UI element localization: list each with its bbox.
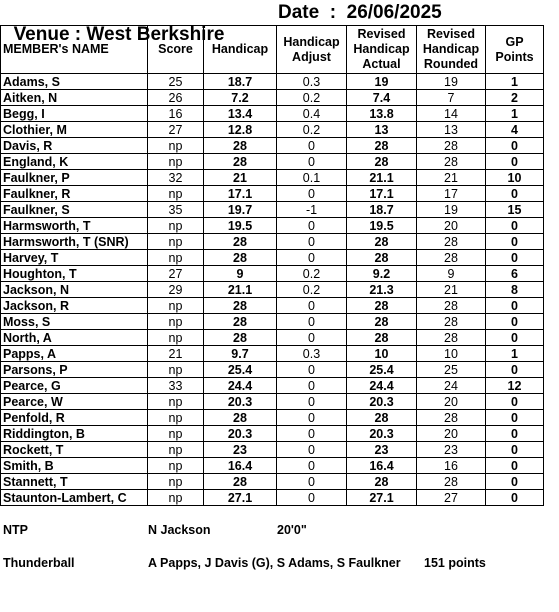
- handicap-adjust-cell: 0: [277, 426, 347, 442]
- revised-actual-cell: 18.7: [347, 202, 417, 218]
- revised-actual-cell: 25.4: [347, 362, 417, 378]
- revised-actual-cell: 20.3: [347, 426, 417, 442]
- handicap-cell: 21: [204, 170, 277, 186]
- gp-points-cell: 1: [486, 346, 544, 362]
- revised-actual-cell: 28: [347, 234, 417, 250]
- table-row: [1, 234, 544, 250]
- handicap-cell: 17.1: [204, 186, 277, 202]
- revised-rounded-cell: 20: [417, 426, 486, 442]
- handicap-adjust-cell: 0.2: [277, 122, 347, 138]
- score-cell: 35: [148, 202, 204, 218]
- table-row: [1, 474, 544, 490]
- member-name-cell: Pearce, G: [1, 378, 148, 394]
- handicap-cell: 18.7: [204, 74, 277, 90]
- score-cell: 27: [148, 266, 204, 282]
- column-header-handicap: Handicap: [204, 26, 277, 74]
- gp-points-cell: 0: [486, 298, 544, 314]
- revised-actual-cell: 7.4: [347, 90, 417, 106]
- revised-rounded-cell: 9: [417, 266, 486, 282]
- revised-rounded-cell: 23: [417, 442, 486, 458]
- revised-rounded-cell: 14: [417, 106, 486, 122]
- revised-actual-cell: 28: [347, 138, 417, 154]
- date-title: Date : 26/06/2025: [278, 2, 442, 23]
- revised-actual-cell: 10: [347, 346, 417, 362]
- handicap-adjust-cell: 0: [277, 394, 347, 410]
- revised-actual-cell: 19: [347, 74, 417, 90]
- revised-rounded-cell: 28: [417, 250, 486, 266]
- handicap-cell: 24.4: [204, 378, 277, 394]
- handicap-cell: 19.5: [204, 218, 277, 234]
- gp-points-cell: 0: [486, 250, 544, 266]
- member-name-cell: Jackson, R: [1, 298, 148, 314]
- member-name-cell: Parsons, P: [1, 362, 148, 378]
- member-name-cell: Papps, A: [1, 346, 148, 362]
- table-row: [1, 170, 544, 186]
- revised-rounded-cell: 19: [417, 74, 486, 90]
- handicap-cell: 16.4: [204, 458, 277, 474]
- revised-actual-cell: 28: [347, 330, 417, 346]
- revised-rounded-cell: 20: [417, 394, 486, 410]
- score-cell: np: [148, 186, 204, 202]
- column-header-gp-points: GP Points: [486, 26, 544, 74]
- gp-points-cell: 6: [486, 266, 544, 282]
- gp-points-cell: 0: [486, 154, 544, 170]
- revised-rounded-cell: 28: [417, 314, 486, 330]
- member-name-cell: Harmsworth, T (SNR): [1, 234, 148, 250]
- gp-points-cell: 1: [486, 74, 544, 90]
- thunderball-row: [3, 556, 486, 612]
- score-cell: np: [148, 330, 204, 346]
- handicap-cell: 12.8: [204, 122, 277, 138]
- score-cell: 16: [148, 106, 204, 122]
- gp-points-cell: 0: [486, 410, 544, 426]
- handicap-adjust-cell: 0: [277, 458, 347, 474]
- handicap-cell: 28: [204, 154, 277, 170]
- table-row: [1, 138, 544, 154]
- handicap-adjust-cell: 0.3: [277, 74, 347, 90]
- handicap-cell: 7.2: [204, 90, 277, 106]
- handicap-cell: 28: [204, 410, 277, 426]
- member-name-cell: North, A: [1, 330, 148, 346]
- ntp-label: NTP: [3, 523, 28, 537]
- score-cell: np: [148, 218, 204, 234]
- table-row: [1, 186, 544, 202]
- handicap-adjust-cell: -1: [277, 202, 347, 218]
- table-row: [1, 410, 544, 426]
- table-row: [1, 458, 544, 474]
- score-cell: np: [148, 458, 204, 474]
- handicap-cell: 19.7: [204, 202, 277, 218]
- handicap-cell: 28: [204, 138, 277, 154]
- gp-points-cell: 0: [486, 138, 544, 154]
- member-name-cell: Davis, R: [1, 138, 148, 154]
- revised-rounded-cell: 16: [417, 458, 486, 474]
- table-row: [1, 378, 544, 394]
- column-header-handicap-adjust: Handicap Adjust: [277, 26, 347, 74]
- member-name-cell: Penfold, R: [1, 410, 148, 426]
- handicap-adjust-cell: 0.1: [277, 170, 347, 186]
- revised-actual-cell: 13: [347, 122, 417, 138]
- table-row: [1, 490, 544, 506]
- handicap-adjust-cell: 0: [277, 138, 347, 154]
- member-name-cell: Clothier, M: [1, 122, 148, 138]
- table-row: [1, 106, 544, 122]
- handicap-cell: 9: [204, 266, 277, 282]
- revised-actual-cell: 28: [347, 410, 417, 426]
- revised-actual-cell: 28: [347, 298, 417, 314]
- handicap-adjust-cell: 0: [277, 298, 347, 314]
- score-cell: 33: [148, 378, 204, 394]
- revised-rounded-cell: 28: [417, 410, 486, 426]
- revised-actual-cell: 19.5: [347, 218, 417, 234]
- handicap-cell: 9.7: [204, 346, 277, 362]
- score-cell: 27: [148, 122, 204, 138]
- gp-points-cell: 10: [486, 170, 544, 186]
- handicap-adjust-cell: 0: [277, 186, 347, 202]
- ntp-name: N Jackson: [148, 523, 211, 537]
- table-row: [1, 362, 544, 378]
- revised-rounded-cell: 10: [417, 346, 486, 362]
- gp-points-cell: 0: [486, 458, 544, 474]
- revised-rounded-cell: 13: [417, 122, 486, 138]
- member-name-cell: England, K: [1, 154, 148, 170]
- score-cell: np: [148, 234, 204, 250]
- revised-rounded-cell: 19: [417, 202, 486, 218]
- column-header-revised-actual: Revised Handicap Actual: [347, 26, 417, 74]
- handicap-adjust-cell: 0: [277, 250, 347, 266]
- table-row: [1, 122, 544, 138]
- gp-points-cell: 2: [486, 90, 544, 106]
- handicap-adjust-cell: 0: [277, 314, 347, 330]
- handicap-adjust-cell: 0.4: [277, 106, 347, 122]
- handicap-adjust-cell: 0: [277, 474, 347, 490]
- member-name-cell: Houghton, T: [1, 266, 148, 282]
- handicap-cell: 25.4: [204, 362, 277, 378]
- member-name-cell: Aitken, N: [1, 90, 148, 106]
- gp-points-cell: 0: [486, 330, 544, 346]
- handicap-cell: 28: [204, 298, 277, 314]
- revised-rounded-cell: 20: [417, 218, 486, 234]
- score-cell: np: [148, 442, 204, 458]
- revised-actual-cell: 9.2: [347, 266, 417, 282]
- member-name-cell: Pearce, W: [1, 394, 148, 410]
- table-header-row: [1, 26, 544, 74]
- revised-actual-cell: 21.1: [347, 170, 417, 186]
- member-name-cell: Harvey, T: [1, 250, 148, 266]
- gp-points-cell: 1: [486, 106, 544, 122]
- gp-points-cell: 0: [486, 314, 544, 330]
- member-name-cell: Riddington, B: [1, 426, 148, 442]
- revised-actual-cell: 23: [347, 442, 417, 458]
- revised-actual-cell: 24.4: [347, 378, 417, 394]
- score-cell: np: [148, 410, 204, 426]
- gp-points-cell: 15: [486, 202, 544, 218]
- score-cell: 26: [148, 90, 204, 106]
- revised-rounded-cell: 21: [417, 282, 486, 298]
- revised-actual-cell: 20.3: [347, 394, 417, 410]
- revised-rounded-cell: 24: [417, 378, 486, 394]
- table-row: [1, 394, 544, 410]
- handicap-cell: 28: [204, 314, 277, 330]
- table-row: [1, 346, 544, 362]
- handicap-cell: 21.1: [204, 282, 277, 298]
- handicap-adjust-cell: 0.3: [277, 346, 347, 362]
- score-cell: np: [148, 154, 204, 170]
- table-row: [1, 218, 544, 234]
- gp-points-cell: 8: [486, 282, 544, 298]
- member-name-cell: Smith, B: [1, 458, 148, 474]
- member-name-cell: Staunton-Lambert, C: [1, 490, 148, 506]
- results-table: [0, 25, 544, 506]
- score-cell: np: [148, 394, 204, 410]
- score-cell: 32: [148, 170, 204, 186]
- handicap-cell: 20.3: [204, 426, 277, 442]
- revised-rounded-cell: 28: [417, 138, 486, 154]
- table-row: [1, 202, 544, 218]
- handicap-adjust-cell: 0: [277, 490, 347, 506]
- score-cell: np: [148, 250, 204, 266]
- revised-actual-cell: 28: [347, 314, 417, 330]
- handicap-adjust-cell: 0.2: [277, 90, 347, 106]
- revised-rounded-cell: 17: [417, 186, 486, 202]
- handicap-adjust-cell: 0: [277, 330, 347, 346]
- score-cell: np: [148, 474, 204, 490]
- venue-title: Venue : West Berkshire: [13, 24, 225, 45]
- score-cell: 21: [148, 346, 204, 362]
- handicap-adjust-cell: 0.2: [277, 282, 347, 298]
- revised-actual-cell: 21.3: [347, 282, 417, 298]
- gp-points-cell: 0: [486, 394, 544, 410]
- table-row: [1, 74, 544, 90]
- handicap-cell: 28: [204, 474, 277, 490]
- revised-actual-cell: 28: [347, 250, 417, 266]
- member-name-cell: Moss, S: [1, 314, 148, 330]
- table-row: [1, 90, 544, 106]
- gp-points-cell: 0: [486, 234, 544, 250]
- member-name-cell: Begg, I: [1, 106, 148, 122]
- column-header-score: Score: [148, 26, 204, 74]
- thunderball-label: Thunderball: [3, 556, 75, 570]
- table-row: [1, 330, 544, 346]
- member-name-cell: Stannett, T: [1, 474, 148, 490]
- revised-rounded-cell: 21: [417, 170, 486, 186]
- revised-rounded-cell: 28: [417, 474, 486, 490]
- revised-rounded-cell: 28: [417, 234, 486, 250]
- handicap-adjust-cell: 0: [277, 442, 347, 458]
- ntp-distance: 20'0": [277, 523, 307, 537]
- revised-actual-cell: 13.8: [347, 106, 417, 122]
- score-cell: np: [148, 426, 204, 442]
- member-name-cell: Faulkner, P: [1, 170, 148, 186]
- handicap-adjust-cell: 0: [277, 154, 347, 170]
- gp-points-cell: 0: [486, 442, 544, 458]
- column-header-revised-rounded: Revised Handicap Rounded: [417, 26, 486, 74]
- member-name-cell: Rockett, T: [1, 442, 148, 458]
- member-name-cell: Adams, S: [1, 74, 148, 90]
- member-name-cell: Faulkner, S: [1, 202, 148, 218]
- score-cell: np: [148, 362, 204, 378]
- score-cell: np: [148, 490, 204, 506]
- gp-points-cell: 12: [486, 378, 544, 394]
- handicap-cell: 27.1: [204, 490, 277, 506]
- revised-actual-cell: 28: [347, 154, 417, 170]
- revised-rounded-cell: 28: [417, 298, 486, 314]
- revised-rounded-cell: 25: [417, 362, 486, 378]
- revised-actual-cell: 27.1: [347, 490, 417, 506]
- handicap-cell: 20.3: [204, 394, 277, 410]
- gp-points-cell: 0: [486, 362, 544, 378]
- handicap-adjust-cell: 0: [277, 362, 347, 378]
- handicap-adjust-cell: 0: [277, 218, 347, 234]
- table-body: [1, 74, 544, 506]
- revised-rounded-cell: 27: [417, 490, 486, 506]
- table-row: [1, 442, 544, 458]
- table-row: [1, 298, 544, 314]
- thunderball-names: A Papps, J Davis (G), S Adams, S Faulkner: [148, 556, 401, 570]
- handicap-adjust-cell: 0: [277, 234, 347, 250]
- table-row: [1, 314, 544, 330]
- gp-points-cell: 0: [486, 490, 544, 506]
- gp-points-cell: 0: [486, 474, 544, 490]
- score-cell: np: [148, 314, 204, 330]
- score-cell: np: [148, 138, 204, 154]
- revised-actual-cell: 17.1: [347, 186, 417, 202]
- member-name-cell: Faulkner, R: [1, 186, 148, 202]
- gp-points-cell: 0: [486, 186, 544, 202]
- handicap-cell: 13.4: [204, 106, 277, 122]
- column-header-name: MEMBER's NAME: [1, 26, 148, 74]
- gp-points-cell: 0: [486, 218, 544, 234]
- handicap-adjust-cell: 0: [277, 410, 347, 426]
- score-cell: 29: [148, 282, 204, 298]
- gp-points-cell: 4: [486, 122, 544, 138]
- handicap-cell: 28: [204, 234, 277, 250]
- handicap-adjust-cell: 0.2: [277, 266, 347, 282]
- handicap-cell: 28: [204, 330, 277, 346]
- revised-rounded-cell: 28: [417, 154, 486, 170]
- member-name-cell: Harmsworth, T: [1, 218, 148, 234]
- revised-rounded-cell: 28: [417, 330, 486, 346]
- handicap-cell: 28: [204, 250, 277, 266]
- thunderball-points: 151 points: [424, 556, 486, 570]
- score-cell: 25: [148, 74, 204, 90]
- revised-rounded-cell: 7: [417, 90, 486, 106]
- table-row: [1, 250, 544, 266]
- gp-points-cell: 0: [486, 426, 544, 442]
- table-row: [1, 282, 544, 298]
- score-cell: np: [148, 298, 204, 314]
- table-row: [1, 266, 544, 282]
- table-row: [1, 154, 544, 170]
- table-row: [1, 426, 544, 442]
- revised-actual-cell: 16.4: [347, 458, 417, 474]
- member-name-cell: Jackson, N: [1, 282, 148, 298]
- handicap-adjust-cell: 0: [277, 378, 347, 394]
- handicap-cell: 23: [204, 442, 277, 458]
- revised-actual-cell: 28: [347, 474, 417, 490]
